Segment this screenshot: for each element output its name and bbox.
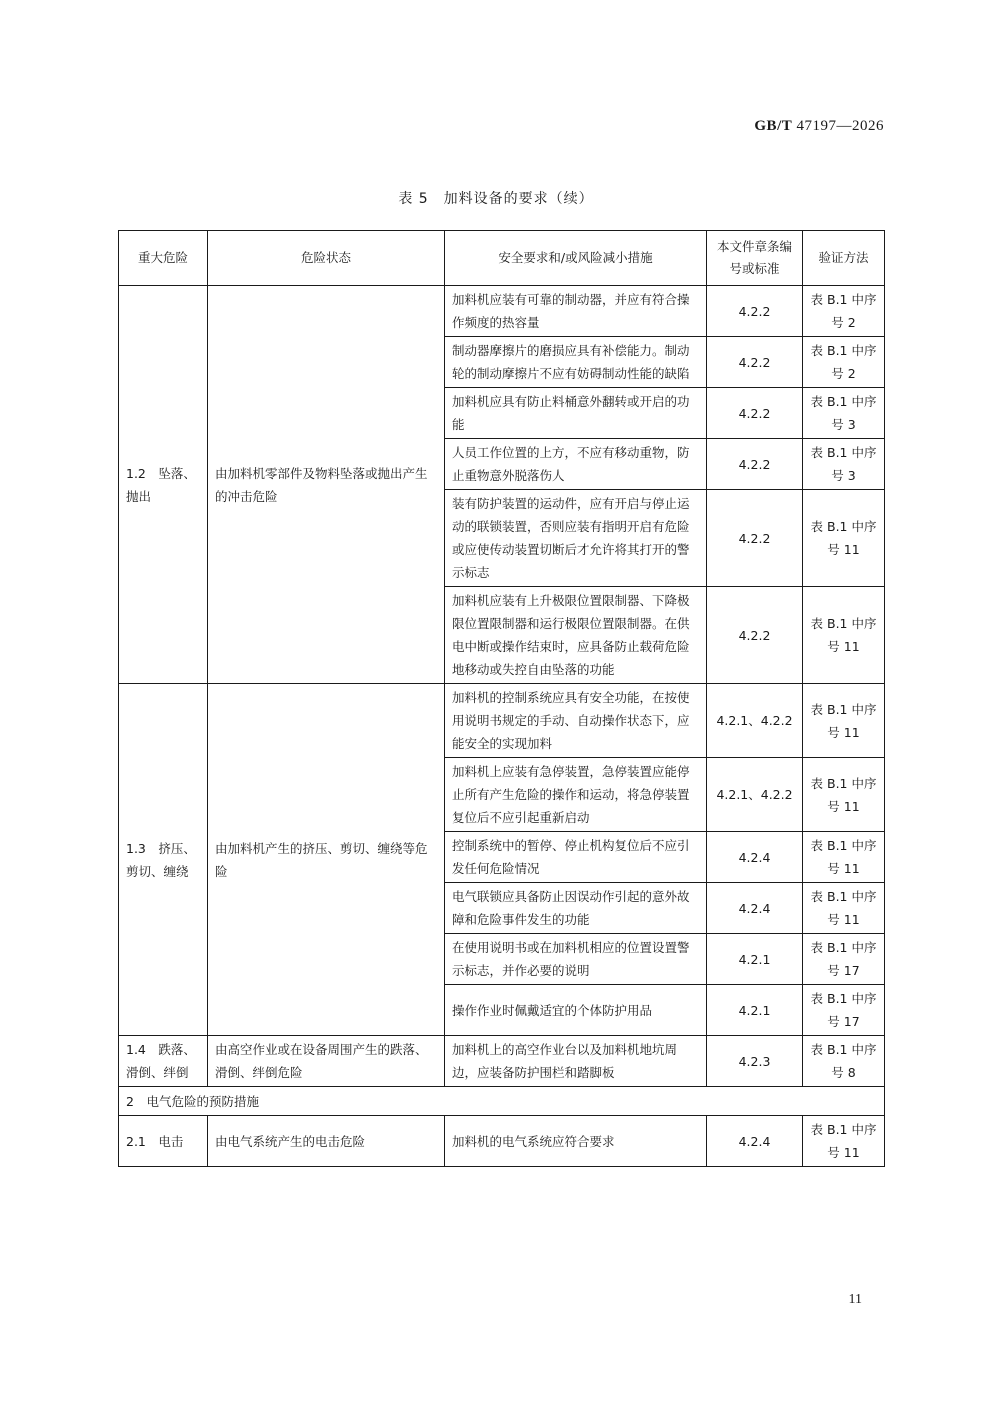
verification-cell: 表 B.1 中序号 11 xyxy=(803,490,885,587)
verification-cell: 表 B.1 中序号 11 xyxy=(803,1116,885,1167)
ref-cell: 4.2.2 xyxy=(707,337,803,388)
header-hazard: 重大危险 xyxy=(119,231,208,286)
ref-cell: 4.2.1 xyxy=(707,934,803,985)
page-number: 11 xyxy=(848,1292,862,1307)
requirement-cell: 加料机应装有可靠的制动器，并应有符合操作频度的热容量 xyxy=(445,286,707,337)
verification-cell: 表 B.1 中序号 11 xyxy=(803,587,885,684)
ref-cell: 4.2.2 xyxy=(707,388,803,439)
standard-number: 47197—2026 xyxy=(796,118,884,134)
requirement-cell: 加料机上的高空作业台以及加料机地坑周边，应装备防护围栏和踏脚板 xyxy=(445,1036,707,1087)
requirement-cell: 操作作业时佩戴适宜的个体防护用品 xyxy=(445,985,707,1036)
verification-cell: 表 B.1 中序号 17 xyxy=(803,985,885,1036)
header-state: 危险状态 xyxy=(208,231,445,286)
state-cell: 由高空作业或在设备周围产生的跌落、滑倒、绊倒危险 xyxy=(208,1036,445,1087)
table-row xyxy=(119,286,885,337)
ref-cell: 4.2.1、4.2.2 xyxy=(707,684,803,758)
ref-cell: 4.2.2 xyxy=(707,286,803,337)
table-row xyxy=(119,684,885,758)
hazard-cell: 2.1 电击 xyxy=(119,1116,208,1167)
requirement-cell: 制动器摩擦片的磨损应具有补偿能力。制动轮的制动摩擦片不应有妨碍制动性能的缺陷 xyxy=(445,337,707,388)
requirement-cell: 装有防护装置的运动件，应有开启与停止运动的联锁装置，否则应装有指明开启有危险或应使传动装置切断后才允许将其打开的警示标志 xyxy=(445,490,707,587)
verification-cell: 表 B.1 中序号 11 xyxy=(803,684,885,758)
document-header xyxy=(754,118,884,135)
state-cell: 由加料机零部件及物料坠落或抛出产生的冲击危险 xyxy=(208,286,445,684)
state-cell: 由加料机产生的挤压、剪切、缠绕等危险 xyxy=(208,684,445,1036)
requirement-cell: 加料机的控制系统应具有安全功能，在按使用说明书规定的手动、自动操作状态下，应能安全的实现加料 xyxy=(445,684,707,758)
requirement-cell: 加料机应装有上升极限位置限制器、下降极限位置限制器和运行极限位置限制器。在供电中断或操作结束时，应具备防止载荷危险地移动或失控自由坠落的功能 xyxy=(445,587,707,684)
ref-cell: 4.2.1 xyxy=(707,985,803,1036)
verification-cell: 表 B.1 中序号 11 xyxy=(803,832,885,883)
verification-cell: 表 B.1 中序号 17 xyxy=(803,934,885,985)
hazard-cell: 1.3 挤压、剪切、缠绕 xyxy=(119,684,208,1036)
state-cell: 由电气系统产生的电击危险 xyxy=(208,1116,445,1167)
requirement-cell: 加料机上应装有急停装置，急停装置应能停止所有产生危险的操作和运动，将急停装置复位后不应引起重新启动 xyxy=(445,758,707,832)
ref-cell: 4.2.2 xyxy=(707,587,803,684)
standard-prefix: GB/T xyxy=(754,118,793,134)
requirement-cell: 电气联锁应具备防止因误动作引起的意外故障和危险事件发生的功能 xyxy=(445,883,707,934)
requirement-cell: 在使用说明书或在加料机相应的位置设置警示标志，并作必要的说明 xyxy=(445,934,707,985)
table-row xyxy=(119,1116,885,1167)
hazard-cell: 1.2 坠落、抛出 xyxy=(119,286,208,684)
verification-cell: 表 B.1 中序号 11 xyxy=(803,758,885,832)
header-ref: 本文件章条编号或标准 xyxy=(707,231,803,286)
hazard-cell: 1.4 跌落、滑倒、绊倒 xyxy=(119,1036,208,1087)
section-row xyxy=(119,1087,885,1116)
ref-cell: 4.2.4 xyxy=(707,883,803,934)
ref-cell: 4.2.4 xyxy=(707,1116,803,1167)
header-verification: 验证方法 xyxy=(803,231,885,286)
ref-cell: 4.2.3 xyxy=(707,1036,803,1087)
table-header-row xyxy=(119,231,885,286)
requirement-cell: 人员工作位置的上方，不应有移动重物，防止重物意外脱落伤人 xyxy=(445,439,707,490)
table-row xyxy=(119,1036,885,1087)
verification-cell: 表 B.1 中序号 3 xyxy=(803,388,885,439)
ref-cell: 4.2.4 xyxy=(707,832,803,883)
verification-cell: 表 B.1 中序号 3 xyxy=(803,439,885,490)
table-title: 表 5 加料设备的要求（续） xyxy=(398,191,594,207)
verification-cell: 表 B.1 中序号 8 xyxy=(803,1036,885,1087)
section-title: 2 电气危险的预防措施 xyxy=(119,1087,885,1116)
ref-cell: 4.2.1、4.2.2 xyxy=(707,758,803,832)
requirement-cell: 加料机的电气系统应符合要求 xyxy=(445,1116,707,1167)
verification-cell: 表 B.1 中序号 11 xyxy=(803,883,885,934)
requirement-cell: 加料机应具有防止料桶意外翻转或开启的功能 xyxy=(445,388,707,439)
requirements-table xyxy=(118,230,885,1167)
header-requirement: 安全要求和/或风险减小措施 xyxy=(445,231,707,286)
verification-cell: 表 B.1 中序号 2 xyxy=(803,286,885,337)
requirement-cell: 控制系统中的暂停、停止机构复位后不应引发任何危险情况 xyxy=(445,832,707,883)
ref-cell: 4.2.2 xyxy=(707,439,803,490)
verification-cell: 表 B.1 中序号 2 xyxy=(803,337,885,388)
ref-cell: 4.2.2 xyxy=(707,490,803,587)
